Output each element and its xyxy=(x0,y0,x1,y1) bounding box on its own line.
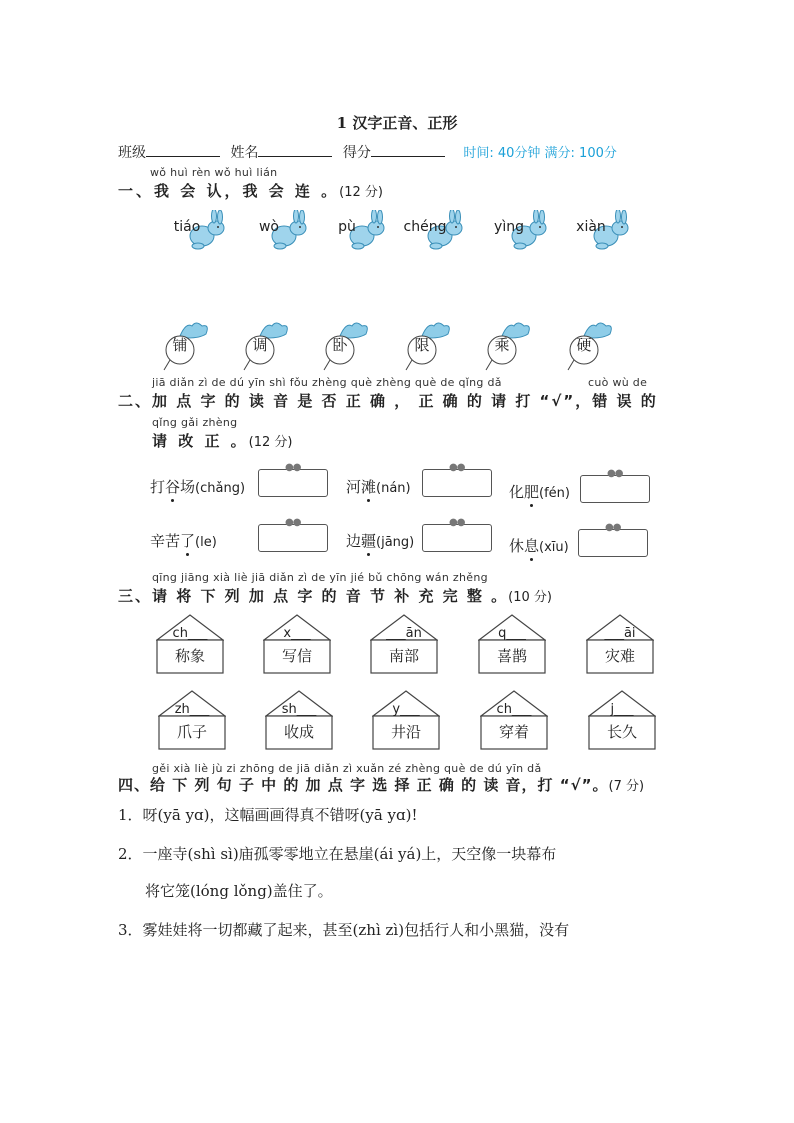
s2-dotted-char: 疆 xyxy=(361,532,377,550)
s2-word-pre: 辛苦 xyxy=(150,532,181,550)
s2-pinyin: (xīu) xyxy=(539,540,569,555)
house-roof-syllable: ch___ xyxy=(496,702,532,717)
s2-word-pre: 化 xyxy=(509,483,525,501)
bunny-card[interactable] xyxy=(480,210,550,254)
house-roof-syllable: q___ xyxy=(498,626,526,641)
house-word: 称象 xyxy=(174,647,205,665)
box-eyes-icon: ●● xyxy=(285,462,301,473)
house-roof-syllable: ch___ xyxy=(172,626,208,641)
s2-pinyin-1: jiā diǎn zì de dú yīn shì fǒu zhèng què zhèng què de qǐng dǎ xyxy=(152,376,502,389)
s2-dotted-char: 了 xyxy=(180,532,196,550)
bunny-pinyin: pù xyxy=(338,219,356,235)
house-word: 写信 xyxy=(281,647,312,665)
s2-word-post: 场 xyxy=(180,478,196,496)
s3-house[interactable] xyxy=(480,690,548,750)
radish-card[interactable] xyxy=(322,320,376,372)
s2-pinyin: (chǎng) xyxy=(195,481,246,496)
s2-heading-2 xyxy=(152,430,293,451)
s3-heading xyxy=(118,585,552,606)
s2-word xyxy=(150,476,245,497)
s2-word xyxy=(346,530,414,551)
box-eyes-icon: ●● xyxy=(605,522,621,533)
radish-card[interactable] xyxy=(162,320,216,372)
s1-heading xyxy=(118,180,383,201)
house-word: 灾难 xyxy=(604,647,635,665)
radish-character: 限 xyxy=(414,336,430,354)
house-roof-syllable: y___ xyxy=(392,702,420,717)
s2-word-pre: 打 xyxy=(150,478,166,496)
house-word: 收成 xyxy=(283,723,314,741)
s3-house[interactable] xyxy=(263,614,331,674)
s2-dotted-char: 谷 xyxy=(165,478,181,496)
house-roof-syllable: zh___ xyxy=(174,702,210,717)
radish-character: 乘 xyxy=(494,336,510,354)
house-word: 爪子 xyxy=(176,723,207,741)
s3-house[interactable] xyxy=(158,690,226,750)
house-word: 井沿 xyxy=(390,723,421,741)
s2-score: (12 分) xyxy=(248,435,293,450)
bunny-pinyin: wò xyxy=(258,219,279,235)
box-eyes-icon: ●● xyxy=(285,517,301,528)
bunny-pinyin: xiàn xyxy=(576,219,606,235)
box-eyes-icon: ●● xyxy=(449,517,465,528)
house-roof-syllable: x___ xyxy=(283,626,311,641)
house-roof-syllable: ___āi xyxy=(604,626,636,641)
bunny-card[interactable] xyxy=(318,210,388,254)
house-roof-syllable: ___ān xyxy=(386,626,422,641)
s4-line-3: 将它笼(lóng lǒng)盖住了。 xyxy=(145,882,333,900)
s2-answer-box[interactable] xyxy=(422,462,492,497)
s2-pinyin: (nán) xyxy=(376,481,411,496)
s2-word xyxy=(509,481,570,502)
radish-card[interactable] xyxy=(242,320,296,372)
s2-word-pre: 休 xyxy=(509,537,525,555)
radish-card[interactable] xyxy=(566,320,620,372)
bunny-pinyin: chéng xyxy=(403,219,447,235)
box-eyes-icon: ●● xyxy=(449,462,465,473)
student-info-line xyxy=(118,142,617,162)
s3-house[interactable] xyxy=(265,690,333,750)
s3-score: (10 分) xyxy=(508,590,552,605)
s3-heading-text: 三、请 将 下 列 加 点 字 的 音 节 补 充 完 整 。 xyxy=(118,587,509,605)
s2-answer-box[interactable] xyxy=(422,517,492,552)
s3-house[interactable] xyxy=(586,614,654,674)
s2-pinyin: (le) xyxy=(195,535,217,550)
s2-answer-box[interactable] xyxy=(578,522,648,557)
s3-pinyin: qīng jiāng xià liè jiā diǎn zì de yīn jié bǔ chōng wán zhěng xyxy=(152,571,488,584)
bunny-card[interactable] xyxy=(396,210,466,254)
bunny-card[interactable] xyxy=(158,210,228,254)
house-word: 南部 xyxy=(388,647,419,665)
class-blank[interactable] xyxy=(146,144,220,157)
s2-word-pre: 边 xyxy=(346,532,362,550)
s2-pinyin-1b: cuò wù de xyxy=(588,376,648,389)
s2-pinyin-2: qǐng gǎi zhèng xyxy=(152,416,238,429)
s2-pinyin: (jāng) xyxy=(376,535,415,550)
s4-line-2: 2．一座寺(shì sì)庙孤零零地立在悬崖(ái yá)上，天空像一块幕布 xyxy=(118,845,557,863)
s4-pinyin: gěi xià liè jù zi zhōng de jiā diǎn zì xuǎn zé zhèng què de dú yīn dǎ xyxy=(152,762,542,775)
radish-character: 调 xyxy=(252,336,268,354)
house-roof-syllable: sh___ xyxy=(281,702,317,717)
s1-score: (12 分) xyxy=(339,185,383,200)
radish-character: 铺 xyxy=(172,336,188,354)
s2-word xyxy=(509,535,569,556)
s2-dotted-char: 滩 xyxy=(361,478,377,496)
s2-heading-1: 二、加 点 字 的 读 音 是 否 正 确 ， 正 确 的 请 打 “√”，错 误 的 xyxy=(118,392,658,410)
s2-dotted-char: 息 xyxy=(524,537,540,555)
s2-answer-box[interactable] xyxy=(258,517,328,552)
name-label: 姓名 xyxy=(230,145,259,161)
house-roof-syllable: j___ xyxy=(610,702,634,717)
s3-house[interactable] xyxy=(588,690,656,750)
s2-word-pre: 河 xyxy=(346,478,362,496)
s2-answer-box[interactable] xyxy=(258,462,328,497)
bunny-pinyin: tiáo xyxy=(173,219,201,235)
s1-pinyin: wǒ huì rèn wǒ huì lián xyxy=(150,166,278,179)
s3-house[interactable] xyxy=(372,690,440,750)
s4-score: (7 分) xyxy=(608,779,645,794)
radish-card[interactable] xyxy=(404,320,458,372)
s3-house[interactable] xyxy=(370,614,438,674)
house-word: 长久 xyxy=(606,723,637,741)
box-eyes-icon: ●● xyxy=(607,468,623,479)
name-blank[interactable] xyxy=(258,144,332,157)
radish-card[interactable] xyxy=(484,320,538,372)
s2-word xyxy=(346,476,411,497)
s4-heading-text: 四、给 下 列 句 子 中 的 加 点 字 选 择 正 确 的 读 音，打 “√”。 xyxy=(118,776,609,794)
score-blank[interactable] xyxy=(371,144,445,157)
page-title: 1 汉字正音、正形 xyxy=(336,114,458,132)
s3-house[interactable] xyxy=(156,614,224,674)
class-label: 班级 xyxy=(118,145,146,161)
s2-heading-2-text: 请 改 正 。 xyxy=(152,432,249,450)
s4-heading xyxy=(118,774,644,795)
s2-answer-box[interactable] xyxy=(580,468,650,503)
bunny-card[interactable] xyxy=(240,210,310,254)
s4-line-1: 1．呀(yā yɑ)，这幅画画得真不错呀(yā yɑ)! xyxy=(118,806,418,824)
score-label: 得分 xyxy=(342,145,371,161)
radish-character: 卧 xyxy=(332,336,348,354)
radish-character: 硬 xyxy=(576,336,592,354)
s3-house[interactable] xyxy=(478,614,546,674)
s4-line-4: 3．雾娃娃将一切都藏了起来，甚至(zhì zì)包括行人和小黑猫，没有 xyxy=(118,921,570,939)
s2-dotted-char: 肥 xyxy=(524,483,540,501)
house-word: 穿着 xyxy=(498,723,529,741)
s2-word xyxy=(150,530,217,551)
house-word: 喜鹊 xyxy=(496,647,527,665)
s2-pinyin: (fén) xyxy=(539,486,570,501)
bunny-card[interactable] xyxy=(562,210,632,254)
time-score-info: 时间: 40分钟 满分: 100分 xyxy=(463,146,617,161)
s1-heading-text: 一、我 会 认，我 会 连 。 xyxy=(118,182,340,200)
bunny-pinyin: yìng xyxy=(494,219,524,235)
